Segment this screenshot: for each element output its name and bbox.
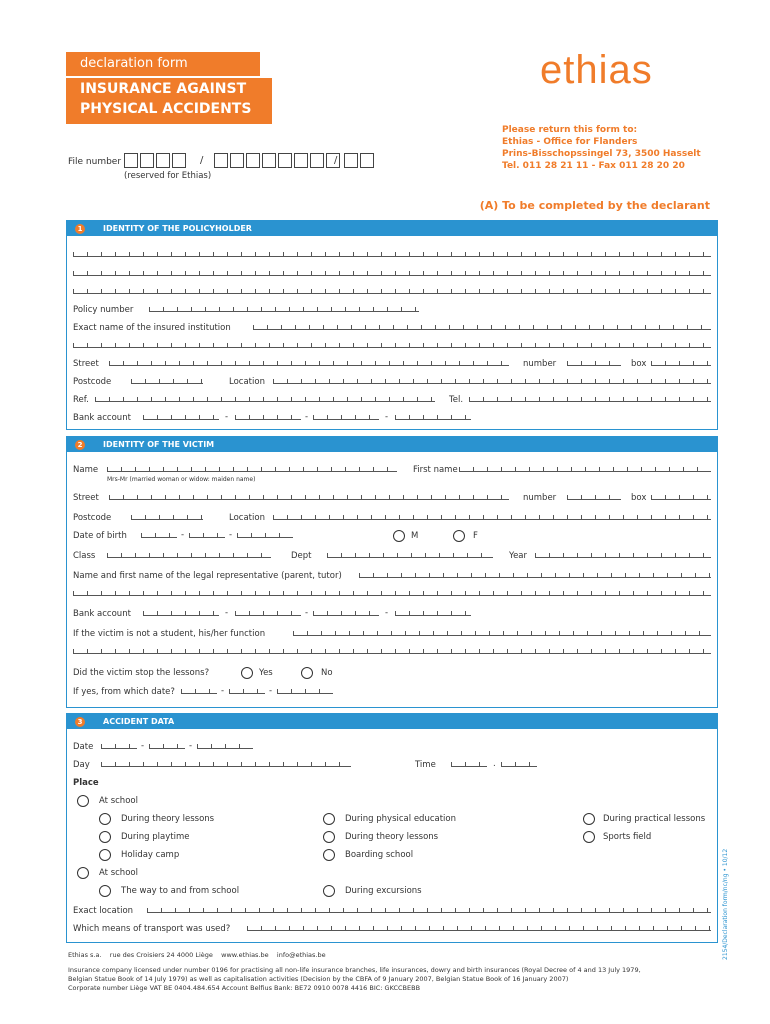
number-field[interactable] <box>567 361 621 366</box>
year-field[interactable] <box>535 553 711 558</box>
section-title: ACCIDENT DATA <box>103 717 175 726</box>
section-title: IDENTITY OF THE POLICYHOLDER <box>103 224 252 233</box>
bank-account-field-3[interactable] <box>313 415 379 420</box>
sports-label: Sports field <box>603 832 652 842</box>
holiday-label: Holiday camp <box>121 850 180 860</box>
bank-account-field-2[interactable] <box>235 415 301 420</box>
day-field[interactable] <box>101 762 351 767</box>
at-school-radio-1[interactable] <box>77 795 89 807</box>
function-field[interactable] <box>293 631 711 636</box>
tel-label: Tel. <box>449 395 464 405</box>
stop-yes-label: Yes <box>259 668 273 678</box>
policyholder-line-3[interactable] <box>73 289 711 294</box>
box-field[interactable] <box>651 361 711 366</box>
section-number: 1 <box>75 224 85 234</box>
holiday-radio[interactable] <box>99 849 111 861</box>
stop-day-field[interactable] <box>181 689 217 694</box>
dash: - <box>305 608 309 618</box>
footer-contact <box>68 951 326 959</box>
number-field[interactable] <box>567 495 621 500</box>
time-label: Time <box>415 760 436 770</box>
section-number: 2 <box>75 440 85 450</box>
legal-rep-field[interactable] <box>359 573 711 578</box>
title-line1: INSURANCE AGAINST <box>80 81 247 97</box>
section-header <box>67 221 717 236</box>
excursions-radio[interactable] <box>323 885 335 897</box>
dash: - <box>385 608 389 618</box>
file-number-boxes-1[interactable] <box>124 153 186 168</box>
street-label: Street <box>73 359 99 369</box>
dob-label: Date of birth <box>73 531 127 541</box>
excursions-label: During excursions <box>345 886 422 896</box>
postcode-label: Postcode <box>73 513 112 523</box>
street-field[interactable] <box>109 495 509 500</box>
ethias-logo: ethias <box>540 48 653 92</box>
dash: - <box>221 686 225 696</box>
name-field[interactable] <box>107 467 397 472</box>
ref-label: Ref. <box>73 395 89 405</box>
file-slash-2: / <box>334 155 338 166</box>
accident-year-field[interactable] <box>197 744 253 749</box>
dept-field[interactable] <box>327 553 493 558</box>
street-field[interactable] <box>109 361 509 366</box>
boarding-label: Boarding school <box>345 850 414 860</box>
name-label: Name <box>73 465 99 475</box>
dob-year-field[interactable] <box>237 533 293 538</box>
physical-label: During physical education <box>345 814 456 824</box>
section-victim <box>66 436 718 708</box>
street-label: Street <box>73 493 99 503</box>
dash: - <box>225 608 229 618</box>
ref-field[interactable] <box>95 397 435 402</box>
return-line3: Prins-Bisschopssingel 73, 3500 Hasselt <box>502 149 701 159</box>
transport-label: Which means of transport was used? <box>73 924 231 934</box>
tel-field[interactable] <box>469 397 711 402</box>
stop-month-field[interactable] <box>229 689 265 694</box>
footer-line3: Belgian Statue Book of 14 July 1979) as well as capitalisation activities (Decision by the CBFA of 9 January 2007, Belgian Statue Book of 16 January 2007) <box>68 975 569 983</box>
exact-name-field-2[interactable] <box>73 343 711 348</box>
exact-location-field[interactable] <box>147 908 711 913</box>
way-radio[interactable] <box>99 885 111 897</box>
sports-radio[interactable] <box>583 831 595 843</box>
section-number: 3 <box>75 717 85 727</box>
function-label: If the victim is not a student, his/her function <box>73 629 266 639</box>
section-accident <box>66 713 718 943</box>
footer-address: rue des Croisiers 24 4000 Liège <box>109 951 213 959</box>
reserved-note: (reserved for Ethias) <box>124 171 212 181</box>
practical-radio[interactable] <box>583 813 595 825</box>
title-line2: PHYSICAL ACCIDENTS <box>80 101 252 117</box>
practical-label: During practical lessons <box>603 814 706 824</box>
location-field[interactable] <box>273 515 711 520</box>
accident-month-field[interactable] <box>149 744 185 749</box>
dash: - <box>141 741 145 751</box>
vertical-reference: 2154/Declaration form/nc/ng • 10/12 <box>722 848 729 960</box>
bank-account-field-4[interactable] <box>395 611 471 616</box>
return-line4: Tel. 011 28 21 11 - Fax 011 28 20 20 <box>502 161 685 171</box>
box-field[interactable] <box>651 495 711 500</box>
box-label: box <box>631 493 647 503</box>
bank-account-field-1[interactable] <box>143 611 219 616</box>
at-school-label-1: At school <box>99 796 138 806</box>
theory2-radio[interactable] <box>323 831 335 843</box>
first-name-field[interactable] <box>459 467 711 472</box>
stop-no-label: No <box>321 668 333 678</box>
theory-radio[interactable] <box>99 813 111 825</box>
theory-label: During theory lessons <box>121 814 215 824</box>
policyholder-line-2[interactable] <box>73 271 711 276</box>
place-label: Place <box>73 778 99 788</box>
bank-account-field-1[interactable] <box>143 415 219 420</box>
exact-location-label: Exact location <box>73 906 134 916</box>
gender-f-label: F <box>473 531 478 541</box>
theory2-label: During theory lessons <box>345 832 439 842</box>
footer-line4: Corporate number Liège VAT BE 0404.484.654 Account Belfius Bank: BE72 0910 0078 4416 BIC: GKCCBEBB <box>68 984 421 992</box>
at-school-radio-2[interactable] <box>77 867 89 879</box>
class-field[interactable] <box>107 553 271 558</box>
subtitle: declaration form <box>80 56 188 71</box>
location-label: Location <box>229 513 265 523</box>
box-label: box <box>631 359 647 369</box>
number-label: number <box>523 493 557 503</box>
dash: - <box>229 530 233 540</box>
footer-line2: Insurance company licensed under number 0196 for practising all non-life insurance branches, life insurances, dowry and birth insurances (Royal Decree of 4 and 13 July 1979, <box>68 966 641 974</box>
time-dot: . <box>493 759 496 769</box>
which-date-label: If yes, from which date? <box>73 687 175 697</box>
postcode-field[interactable] <box>131 515 203 520</box>
dash: - <box>305 412 309 422</box>
bank-account-label: Bank account <box>73 609 131 619</box>
subtitle-banner <box>66 52 260 76</box>
accident-day-field[interactable] <box>101 744 137 749</box>
file-slash-1: / <box>200 155 204 166</box>
exact-name-label: Exact name of the insured institution <box>73 323 231 333</box>
day-label: Day <box>73 760 90 770</box>
name-hint: Mrs-Mr (married woman or widow: maiden name) <box>107 476 256 483</box>
stop-no-radio[interactable] <box>301 667 313 679</box>
gender-m-label: M <box>411 531 419 541</box>
physical-radio[interactable] <box>323 813 335 825</box>
bank-account-label: Bank account <box>73 413 131 423</box>
bank-account-field-3[interactable] <box>313 611 379 616</box>
dash: - <box>269 686 273 696</box>
section-header <box>67 714 717 729</box>
gender-m-radio[interactable] <box>393 530 405 542</box>
return-line2: Ethias - Office for Flanders <box>502 137 638 147</box>
way-label: The way to and from school <box>121 886 240 896</box>
section-policyholder <box>66 220 718 430</box>
playtime-label: During playtime <box>121 832 190 842</box>
return-line1: Please return this form to: <box>502 125 638 135</box>
title-banner <box>66 78 272 124</box>
policy-number-label: Policy number <box>73 305 134 315</box>
dash: - <box>385 412 389 422</box>
legal-rep-field-2[interactable] <box>73 591 711 596</box>
at-school-label-2: At school <box>99 868 138 878</box>
postcode-label: Postcode <box>73 377 112 387</box>
stop-yes-radio[interactable] <box>241 667 253 679</box>
time-hour-field[interactable] <box>451 762 487 767</box>
exact-name-field[interactable] <box>253 325 711 330</box>
policy-number-field[interactable] <box>149 307 419 312</box>
postcode-field[interactable] <box>131 379 203 384</box>
policyholder-line-1[interactable] <box>73 252 711 257</box>
stop-year-field[interactable] <box>277 689 333 694</box>
section-title: IDENTITY OF THE VICTIM <box>103 440 215 449</box>
return-info <box>502 124 701 172</box>
function-field-2[interactable] <box>73 649 711 654</box>
number-label: number <box>523 359 557 369</box>
transport-field[interactable] <box>247 926 711 931</box>
playtime-radio[interactable] <box>99 831 111 843</box>
footer-web[interactable]: www.ethias.be <box>221 951 269 959</box>
boarding-radio[interactable] <box>323 849 335 861</box>
time-minute-field[interactable] <box>501 762 537 767</box>
footer-company: Ethias s.a. <box>68 951 102 959</box>
bank-account-field-2[interactable] <box>235 611 301 616</box>
dash: - <box>189 741 193 751</box>
footer-email[interactable]: info@ethias.be <box>276 951 326 959</box>
file-number-boxes-2[interactable] <box>214 153 340 168</box>
class-label: Class <box>73 551 96 561</box>
year-label: Year <box>509 551 527 561</box>
completed-by: (A) To be completed by the declarant <box>479 199 710 212</box>
location-label: Location <box>229 377 265 387</box>
section-header <box>67 437 717 452</box>
dept-label: Dept <box>291 551 312 561</box>
dash: - <box>181 530 185 540</box>
file-number-label: File number <box>68 157 122 167</box>
first-name-label: First name <box>413 465 458 475</box>
bank-account-field-4[interactable] <box>395 415 471 420</box>
file-number-boxes-3[interactable] <box>344 153 374 168</box>
dob-month-field[interactable] <box>189 533 225 538</box>
stop-lessons-label: Did the victim stop the lessons? <box>73 668 210 678</box>
date-label: Date <box>73 742 94 752</box>
gender-f-radio[interactable] <box>453 530 465 542</box>
location-field[interactable] <box>273 379 711 384</box>
legal-rep-label: Name and first name of the legal representative (parent, tutor) <box>73 571 342 581</box>
dash: - <box>225 412 229 422</box>
dob-day-field[interactable] <box>141 533 177 538</box>
